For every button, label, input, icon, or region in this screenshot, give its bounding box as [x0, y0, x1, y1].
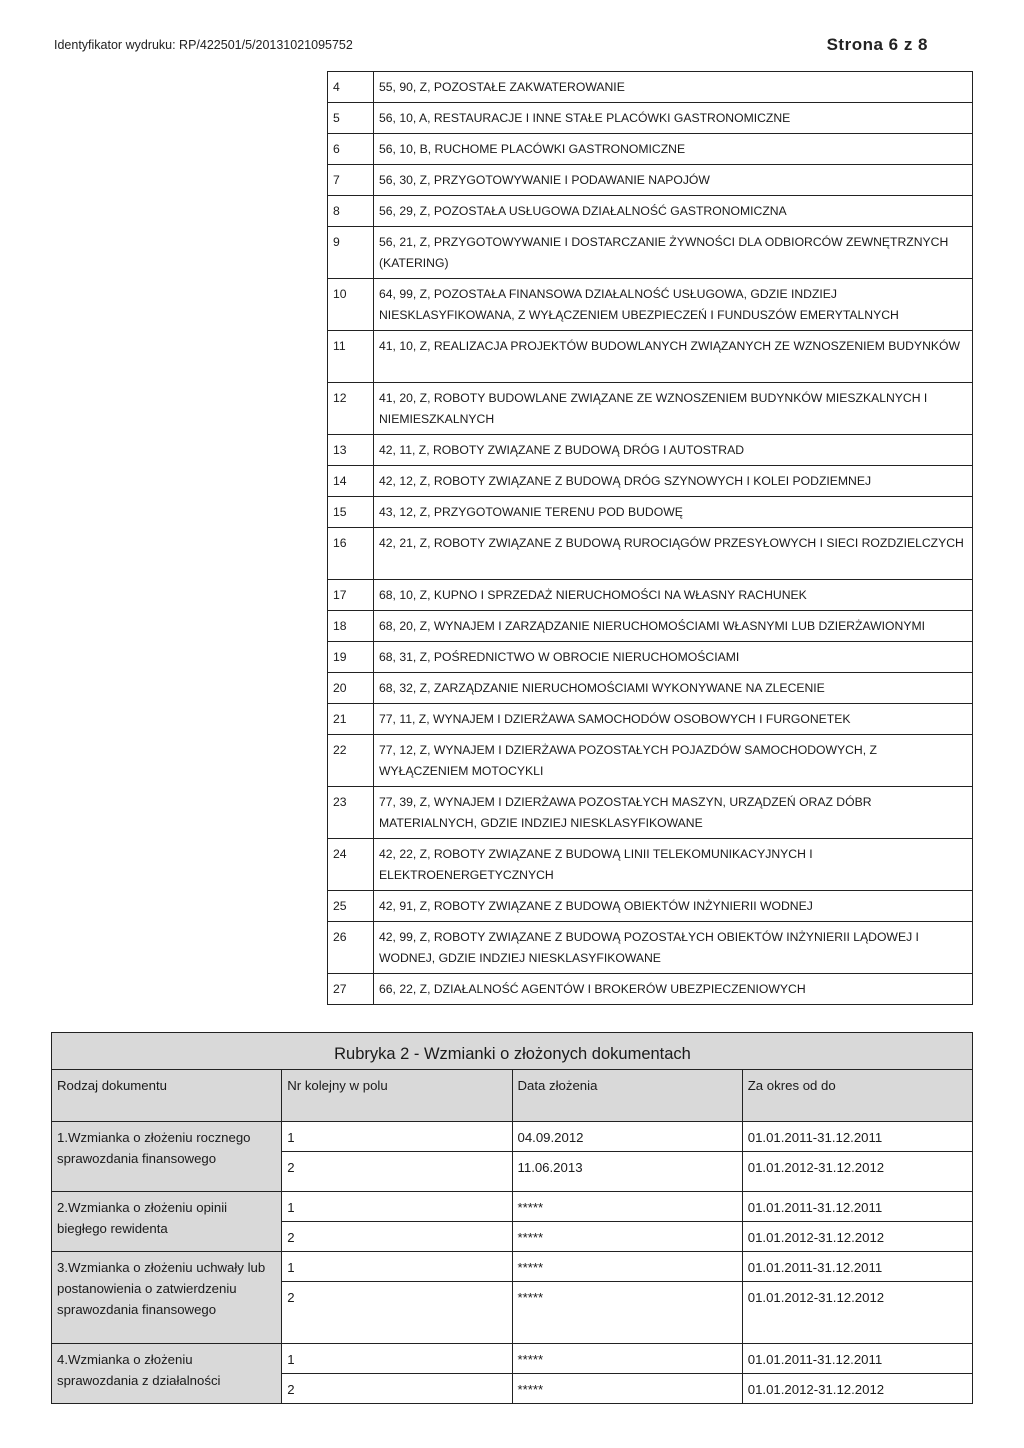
pkd-row: [328, 704, 973, 735]
header-za-okres: Za okres od do: [742, 1070, 972, 1122]
pkd-row-description: 42, 11, Z, ROBOTY ZWIĄZANE Z BUDOWĄ DRÓG I AUTOSTRAD: [374, 435, 973, 466]
pkd-row-number: 16: [328, 528, 374, 580]
pkd-row-description: 55, 90, Z, POZOSTAŁE ZAKWATEROWANIE: [374, 72, 973, 103]
document-type: 1.Wzmianka o złożeniu rocznego sprawozdania finansowego: [52, 1122, 282, 1192]
pkd-row-number: 12: [328, 383, 374, 435]
pkd-row-number: 6: [328, 134, 374, 165]
print-identifier: Identyfikator wydruku: RP/422501/5/20131021095752: [54, 38, 353, 52]
pkd-row-description: 77, 39, Z, WYNAJEM I DZIERŻAWA POZOSTAŁYCH MASZYN, URZĄDZEŃ ORAZ DÓBR MATERIALNYCH, GDZIE INDZIEJ NIESKLASYFIKOWANE: [374, 787, 973, 839]
pkd-row-number: 7: [328, 165, 374, 196]
document-period: 01.01.2011-31.12.2011: [742, 1252, 972, 1282]
pkd-row-number: 4: [328, 72, 374, 103]
pkd-row: [328, 435, 973, 466]
pkd-row-description: 42, 99, Z, ROBOTY ZWIĄZANE Z BUDOWĄ POZOSTAŁYCH OBIEKTÓW INŻYNIERII LĄDOWEJ I WODNEJ, GDZIE INDZIEJ NIESKLASYFIKOWANE: [374, 922, 973, 974]
pkd-row: [328, 134, 973, 165]
pkd-row-number: 10: [328, 279, 374, 331]
document-type: 3.Wzmianka o złożeniu uchwały lub postanowienia o zatwierdzeniu sprawozdania finansowego: [52, 1252, 282, 1344]
pkd-row-description: 64, 99, Z, POZOSTAŁA FINANSOWA DZIAŁALNOŚĆ USŁUGOWA, GDZIE INDZIEJ NIESKLASYFIKOWANA, Z WYŁĄCZENIEM UBEZPIECZEŃ I FUNDUSZÓW EMERYTALNYCH: [374, 279, 973, 331]
pkd-row: [328, 196, 973, 227]
document-period: 01.01.2012-31.12.2012: [742, 1222, 972, 1252]
rubryka-2-table: [51, 1032, 973, 1404]
pkd-row: [328, 922, 973, 974]
pkd-row-description: 56, 10, A, RESTAURACJE I INNE STAŁE PLACÓWKI GASTRONOMICZNE: [374, 103, 973, 134]
pkd-row-number: 17: [328, 580, 374, 611]
document-row: [52, 1344, 973, 1374]
pkd-row: [328, 497, 973, 528]
document-period: 01.01.2012-31.12.2012: [742, 1282, 972, 1344]
document-date: *****: [512, 1192, 742, 1222]
pkd-row-number: 13: [328, 435, 374, 466]
document-date: *****: [512, 1374, 742, 1404]
pkd-row: [328, 611, 973, 642]
rubryka-header-row: [52, 1070, 973, 1122]
document-period: 01.01.2012-31.12.2012: [742, 1374, 972, 1404]
pkd-row-number: 24: [328, 839, 374, 891]
pkd-row-number: 15: [328, 497, 374, 528]
pkd-row-description: 41, 10, Z, REALIZACJA PROJEKTÓW BUDOWLANYCH ZWIĄZANYCH ZE WZNOSZENIEM BUDYNKÓW: [374, 331, 973, 383]
pkd-row: [328, 673, 973, 704]
document-nr: 2: [282, 1222, 512, 1252]
pkd-row-number: 18: [328, 611, 374, 642]
document-period: 01.01.2011-31.12.2011: [742, 1122, 972, 1152]
pkd-row-description: 43, 12, Z, PRZYGOTOWANIE TERENU POD BUDOWĘ: [374, 497, 973, 528]
document-date: *****: [512, 1344, 742, 1374]
document-row: [52, 1252, 973, 1282]
document-period: 01.01.2012-31.12.2012: [742, 1152, 972, 1192]
pkd-row-description: 68, 10, Z, KUPNO I SPRZEDAŻ NIERUCHOMOŚCI NA WŁASNY RACHUNEK: [374, 580, 973, 611]
document-date: *****: [512, 1252, 742, 1282]
document-type: 4.Wzmianka o złożeniu sprawozdania z działalności: [52, 1344, 282, 1404]
document-nr: 1: [282, 1192, 512, 1222]
pkd-row-description: 68, 20, Z, WYNAJEM I ZARZĄDZANIE NIERUCHOMOŚCIAMI WŁASNYMI LUB DZIERŻAWIONYMI: [374, 611, 973, 642]
document-date: 04.09.2012: [512, 1122, 742, 1152]
document-row: [52, 1122, 973, 1152]
pkd-row-description: 66, 22, Z, DZIAŁALNOŚĆ AGENTÓW I BROKERÓW UBEZPIECZENIOWYCH: [374, 974, 973, 1005]
pkd-row-description: 68, 32, Z, ZARZĄDZANIE NIERUCHOMOŚCIAMI WYKONYWANE NA ZLECENIE: [374, 673, 973, 704]
document-row: [52, 1192, 973, 1222]
pkd-row: [328, 279, 973, 331]
document-nr: 1: [282, 1122, 512, 1152]
document-date: *****: [512, 1222, 742, 1252]
pkd-row-number: 8: [328, 196, 374, 227]
pkd-row: [328, 839, 973, 891]
pkd-row: [328, 165, 973, 196]
pkd-row-description: 56, 29, Z, POZOSTAŁA USŁUGOWA DZIAŁALNOŚĆ GASTRONOMICZNA: [374, 196, 973, 227]
pkd-row-number: 25: [328, 891, 374, 922]
document-date: *****: [512, 1282, 742, 1344]
pkd-row: [328, 103, 973, 134]
pkd-row-number: 23: [328, 787, 374, 839]
page-number: Strona 6 z 8: [826, 35, 928, 54]
pkd-row-number: 9: [328, 227, 374, 279]
rubryka-title-row: [52, 1033, 973, 1070]
pkd-row: [328, 227, 973, 279]
pkd-row: [328, 580, 973, 611]
document-nr: 2: [282, 1374, 512, 1404]
header-nr-kolejny: Nr kolejny w polu: [282, 1070, 512, 1122]
pkd-row-description: 42, 21, Z, ROBOTY ZWIĄZANE Z BUDOWĄ RUROCIĄGÓW PRZESYŁOWYCH I SIECI ROZDZIELCZYCH: [374, 528, 973, 580]
pkd-row-description: 42, 91, Z, ROBOTY ZWIĄZANE Z BUDOWĄ OBIEKTÓW INŻYNIERII WODNEJ: [374, 891, 973, 922]
pkd-row-number: 27: [328, 974, 374, 1005]
pkd-row: [328, 528, 973, 580]
document-nr: 1: [282, 1344, 512, 1374]
pkd-row-description: 42, 12, Z, ROBOTY ZWIĄZANE Z BUDOWĄ DRÓG SZYNOWYCH I KOLEI PODZIEMNEJ: [374, 466, 973, 497]
pkd-row-number: 11: [328, 331, 374, 383]
pkd-row-description: 77, 11, Z, WYNAJEM I DZIERŻAWA SAMOCHODÓW OSOBOWYCH I FURGONETEK: [374, 704, 973, 735]
pkd-row: [328, 787, 973, 839]
pkd-row: [328, 891, 973, 922]
document-nr: 1: [282, 1252, 512, 1282]
document-period: 01.01.2011-31.12.2011: [742, 1344, 972, 1374]
pkd-row: [328, 72, 973, 103]
document-type: 2.Wzmianka o złożeniu opinii biegłego rewidenta: [52, 1192, 282, 1252]
pkd-row-number: 22: [328, 735, 374, 787]
pkd-row-number: 5: [328, 103, 374, 134]
pkd-activity-table: [327, 71, 973, 1005]
pkd-row: [328, 466, 973, 497]
header-data-zlozenia: Data złożenia: [512, 1070, 742, 1122]
document-nr: 2: [282, 1152, 512, 1192]
pkd-row: [328, 642, 973, 673]
pkd-row-description: 56, 10, B, RUCHOME PLACÓWKI GASTRONOMICZNE: [374, 134, 973, 165]
pkd-row-description: 77, 12, Z, WYNAJEM I DZIERŻAWA POZOSTAŁYCH POJAZDÓW SAMOCHODOWYCH, Z WYŁĄCZENIEM MOTOCYKLI: [374, 735, 973, 787]
pkd-row-description: 56, 30, Z, PRZYGOTOWYWANIE I PODAWANIE NAPOJÓW: [374, 165, 973, 196]
pkd-row-number: 20: [328, 673, 374, 704]
pkd-row: [328, 383, 973, 435]
pkd-row: [328, 735, 973, 787]
pkd-row-description: 68, 31, Z, POŚREDNICTWO W OBROCIE NIERUCHOMOŚCIAMI: [374, 642, 973, 673]
document-nr: 2: [282, 1282, 512, 1344]
rubryka-title: Rubryka 2 - Wzmianki o złożonych dokumentach: [52, 1033, 973, 1070]
pkd-row-number: 26: [328, 922, 374, 974]
pkd-row-description: 56, 21, Z, PRZYGOTOWYWANIE I DOSTARCZANIE ŻYWNOŚCI DLA ODBIORCÓW ZEWNĘTRZNYCH (KATERING): [374, 227, 973, 279]
pkd-row-description: 42, 22, Z, ROBOTY ZWIĄZANE Z BUDOWĄ LINII TELEKOMUNIKACYJNYCH I ELEKTROENERGETYCZNYCH: [374, 839, 973, 891]
pkd-row-number: 14: [328, 466, 374, 497]
header-rodzaj-dokumentu: Rodzaj dokumentu: [52, 1070, 282, 1122]
document-date: 11.06.2013: [512, 1152, 742, 1192]
pkd-row-number: 19: [328, 642, 374, 673]
pkd-row: [328, 974, 973, 1005]
pkd-row-number: 21: [328, 704, 374, 735]
pkd-row-description: 41, 20, Z, ROBOTY BUDOWLANE ZWIĄZANE ZE WZNOSZENIEM BUDYNKÓW MIESZKALNYCH I NIEMIESZKALNYCH: [374, 383, 973, 435]
document-period: 01.01.2011-31.12.2011: [742, 1192, 972, 1222]
pkd-row: [328, 331, 973, 383]
